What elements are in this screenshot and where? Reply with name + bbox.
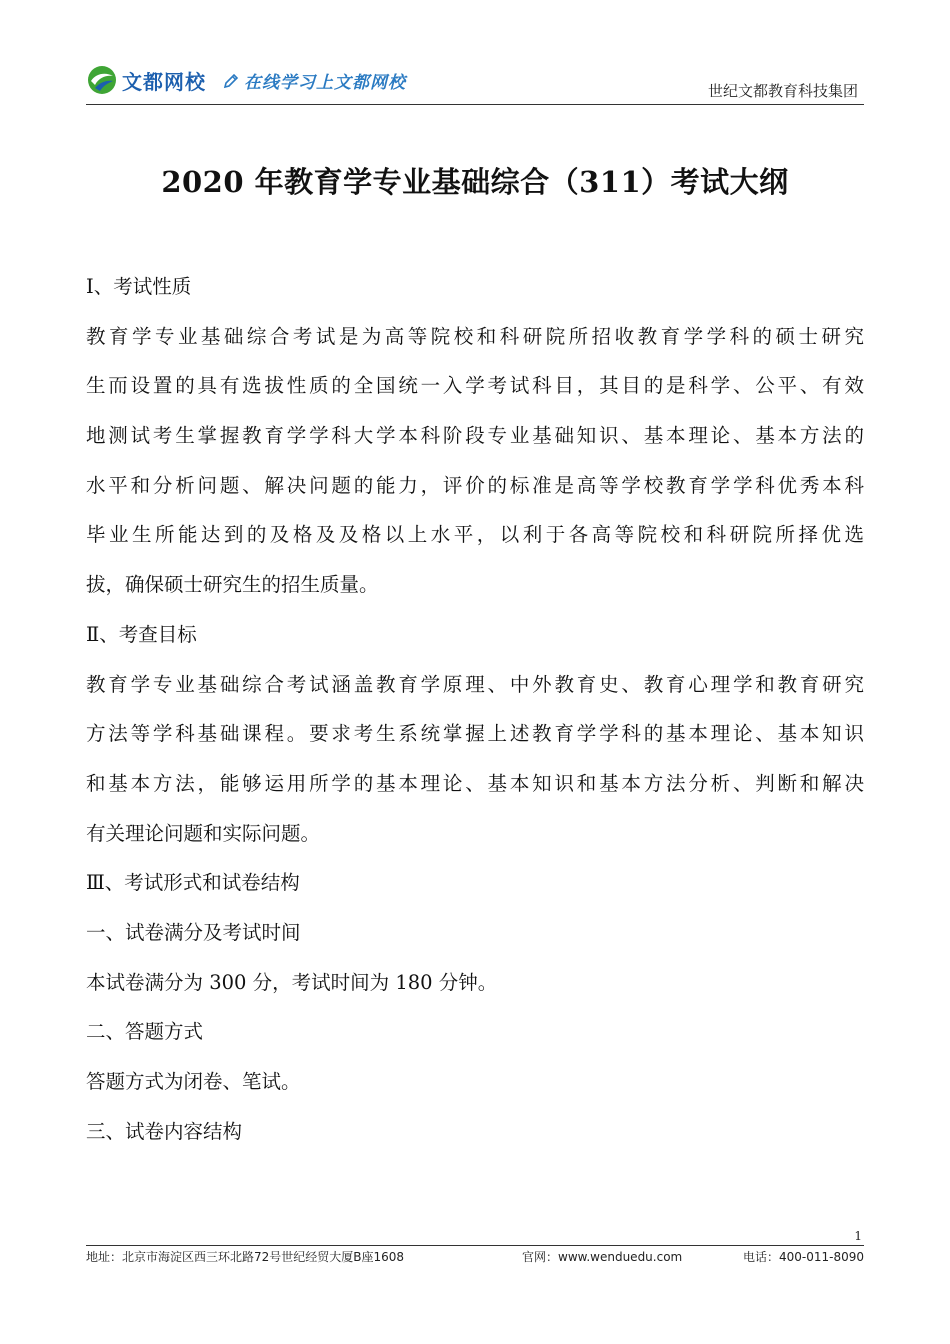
text-line: 答题方式为闭卷、笔试。 [86, 1070, 301, 1093]
text-line: 拔，确保硕士研究生的招生质量。 [86, 573, 379, 597]
footer-website: 官网：www.wenduedu.com [522, 1250, 683, 1264]
text-line: 二、答题方式 [86, 1020, 204, 1044]
logo [86, 64, 206, 96]
footer-phone: 电话：400-011-8090 [742, 1250, 864, 1264]
text-line: 一、试卷满分及考试时间 [86, 920, 301, 944]
text-line: 本试卷满分为 300 分，考试时间为 180 分钟。 [86, 970, 498, 994]
text-line: 方法等学科基础课程。要求考生系统掌握上述教育学学科的基本理论、基本知识 [86, 722, 864, 746]
logo-text: 文都网校 [122, 69, 206, 94]
text-line: Ⅲ、考试形式和试卷结构 [86, 871, 300, 895]
text-line: 地测试考生掌握教育学学科大学本科阶段专业基础知识、基本理论、基本方法的 [86, 424, 864, 448]
text-line: 毕业生所能达到的及格及及格以上水平，以利于各高等院校和科研院所择优选 [86, 523, 864, 547]
text-line: 生而设置的具有选拔性质的全国统一入学考试科目，其目的是科学、公平、有效 [86, 374, 864, 398]
document-body [86, 262, 864, 1156]
text-line: 有关理论问题和实际问题。 [86, 821, 321, 845]
footer-divider [86, 1245, 864, 1246]
page-header [86, 58, 864, 104]
logo-globe-icon [86, 64, 118, 96]
text-line: 教育学专业基础综合考试涵盖教育学原理、中外教育史、教育心理学和教育研究 [86, 672, 864, 696]
text-line: Ⅰ、考试性质 [86, 275, 192, 298]
text-line: Ⅱ、考查目标 [86, 622, 197, 646]
text-line: 三、试卷内容结构 [86, 1119, 243, 1143]
header-divider [86, 104, 864, 105]
text-line: 教育学专业基础综合考试是为高等院校和科研院所招收教育学学科的硕士研究 [86, 324, 864, 348]
company-name: 世纪文都教育科技集团 [707, 82, 858, 100]
slogan [222, 68, 406, 93]
page-footer [86, 1248, 864, 1266]
footer-address: 地址：北京市海淀区西三环北路72号世纪经贸大厦B座1608 [86, 1250, 405, 1264]
slogan-text: 在线学习上文都网校 [244, 73, 406, 93]
page-number: 1 [854, 1229, 862, 1243]
pencil-icon [222, 72, 240, 90]
text-line: 水平和分析问题、解决问题的能力，评价的标准是高等学校教育学学科优秀本科 [86, 473, 864, 497]
document-title: 2020 年教育学专业基础综合（311）考试大纲 [161, 165, 789, 199]
text-line: 和基本方法，能够运用所学的基本理论、基本知识和基本方法分析、判断和解决 [86, 771, 864, 795]
